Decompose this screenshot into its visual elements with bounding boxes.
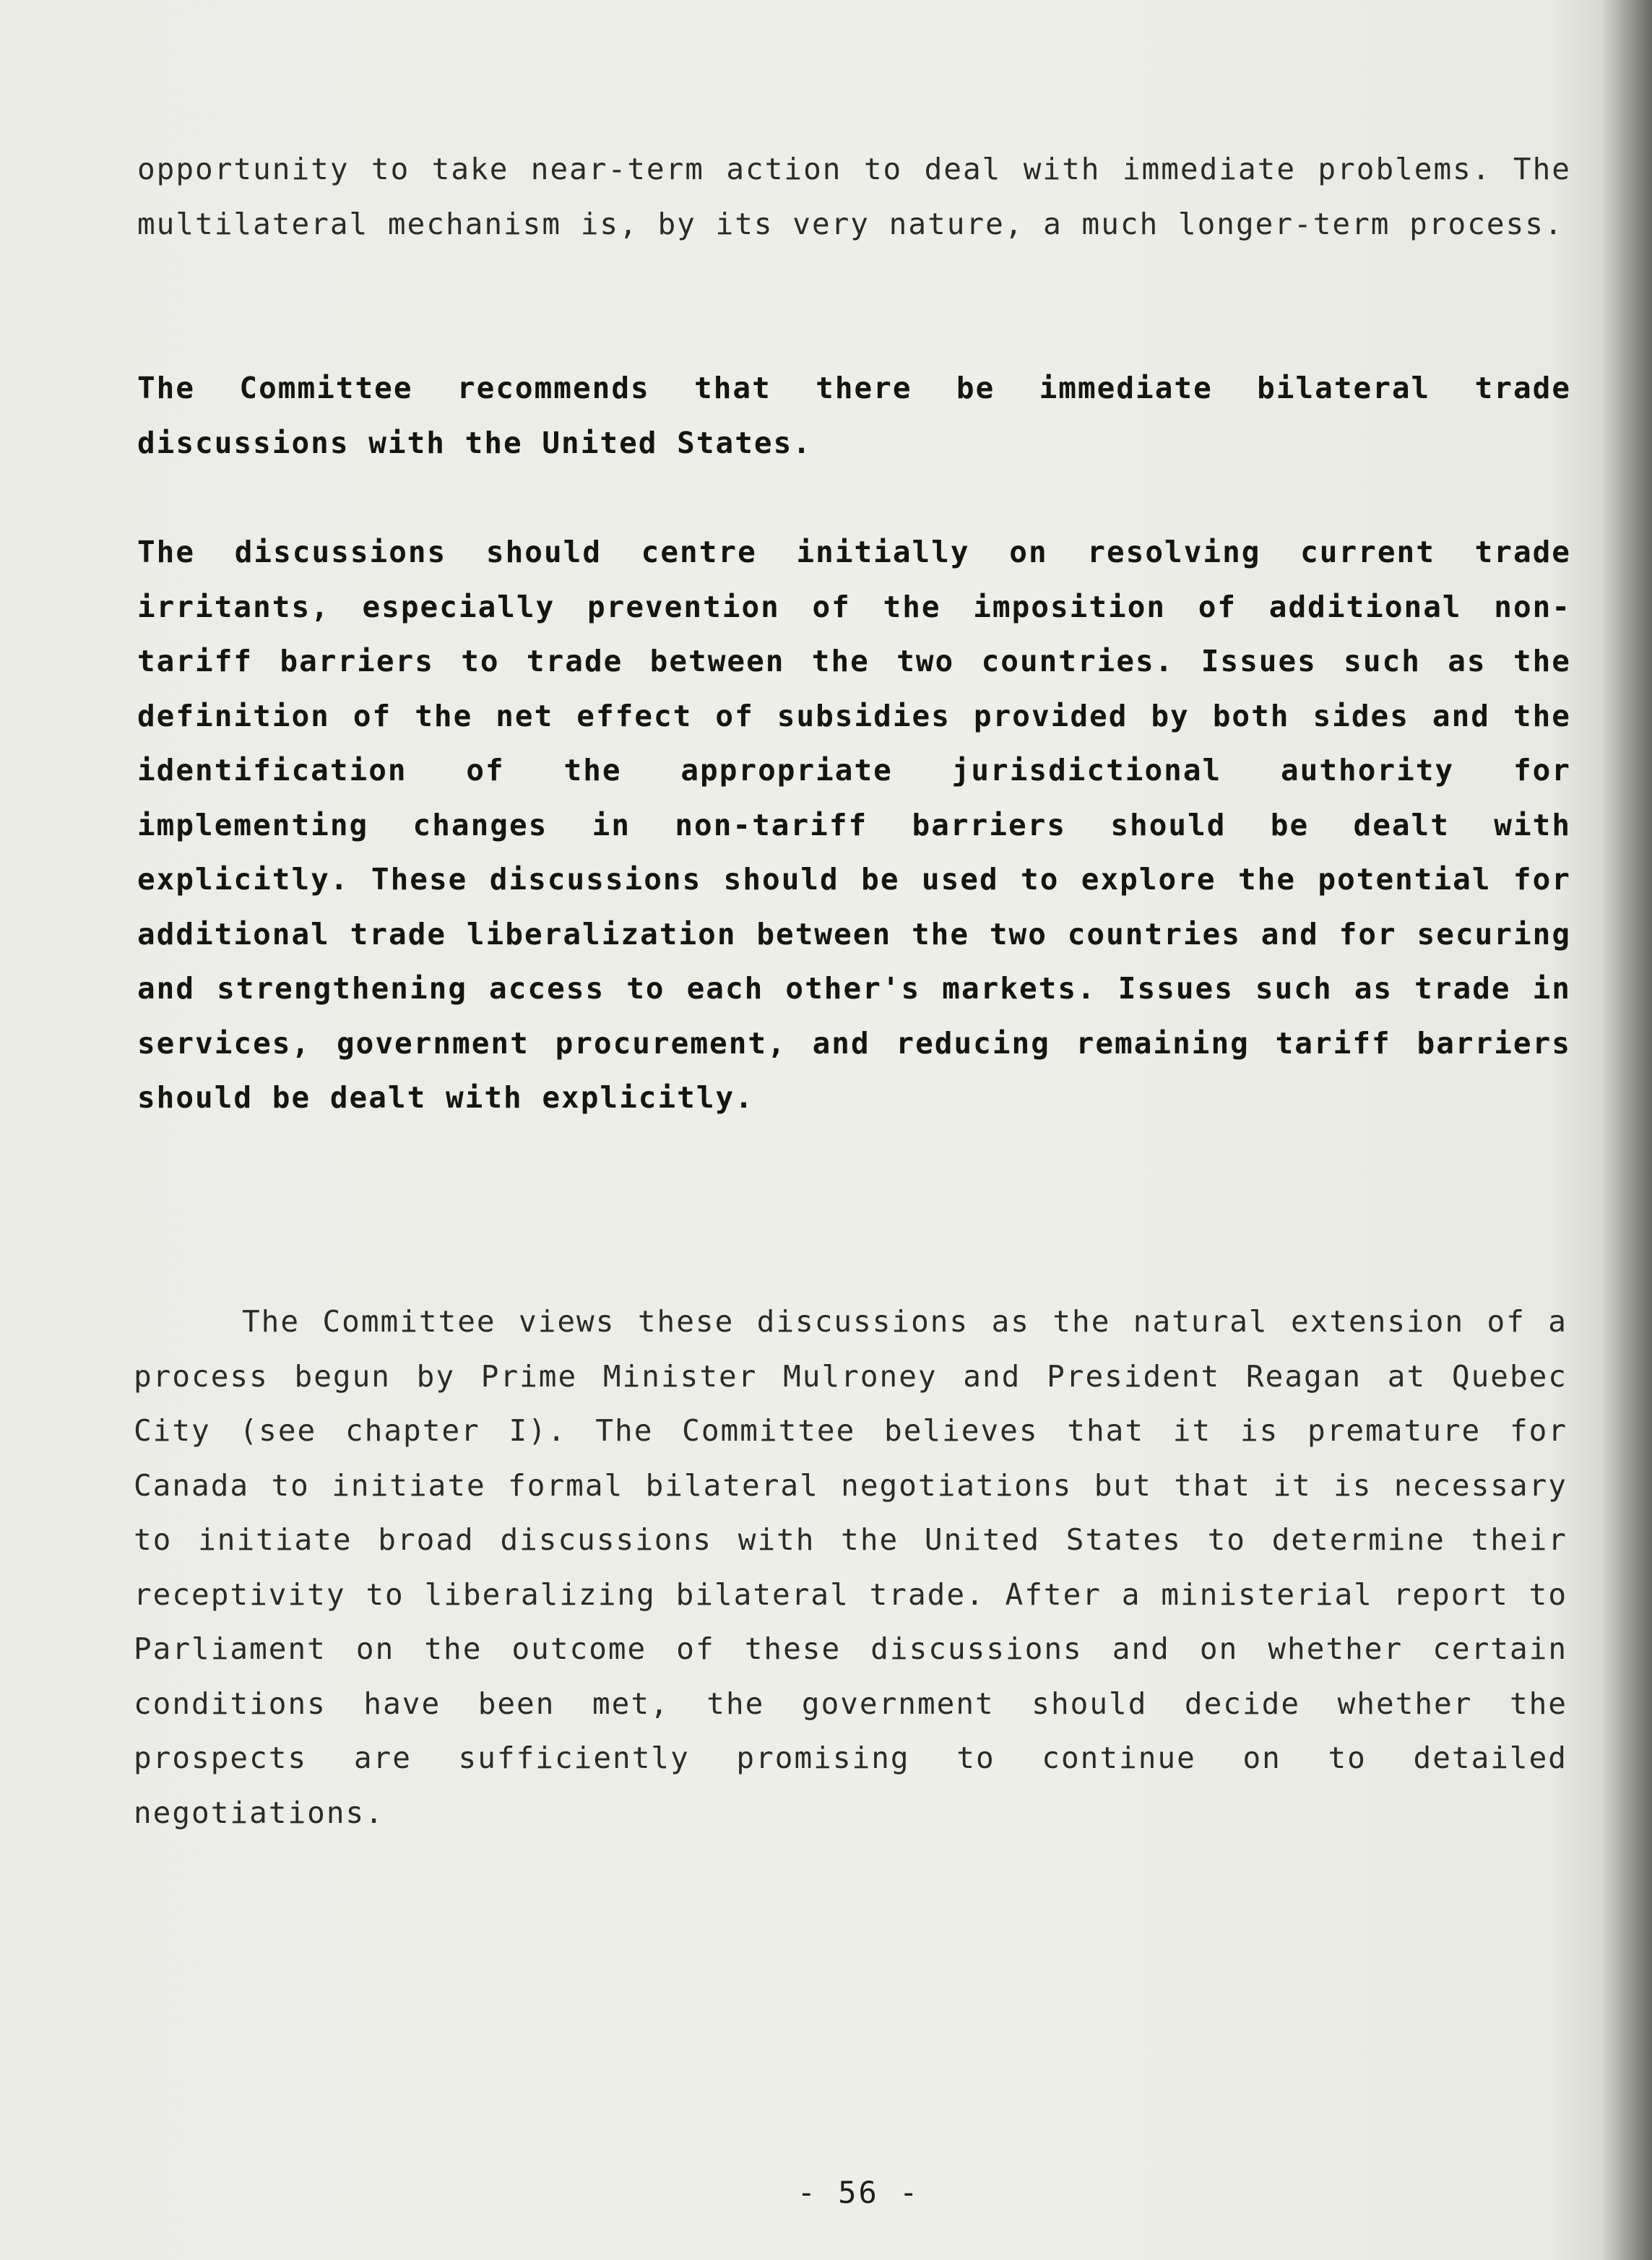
paragraph-committee-views: The Committee views these discussions as the natural extension of a process begun by Prime Minister Mulroney and President Reagan at Quebec City (see chapter I). The Committee believes that it is premature for Canada to initiate formal bilateral negotiations but that it is necessary to initiate broad discussions with the United States to determine their receptivity to liberalizing bilateral trade. After a ministerial report to Parliament on the outcome of these discussions and on whether certain conditions have been met, the government should decide whether the prospects are sufficiently promising to continue on to detailed negotiations. (134, 1304, 1567, 1830)
paragraph-continuation: opportunity to take near-term action to deal with immediate problems. The multilateral mechanism is, by its very nature, a much longer-term process. (137, 152, 1571, 241)
paragraph-discussions: The discussions should centre initially on resolving current trade irritants, especially prevention of the imposition of additional non-tariff barriers to trade between the two countries. Issues such as the definition of the net effect of subsidies provided by both sides and the identification of the appropriate jurisdictional authority for implementing changes in non-tariff barriers should be dealt with explicitly. These discussions should be used to explore the potential for additional trade liberalization between the two countries and for securing and strengthening access to each other's markets. Issues such as trade in services, government procurement, and reducing remaining tariff barriers should be dealt with explicitly. (137, 535, 1571, 1115)
binding-shadow (1601, 0, 1652, 2260)
page-number: - 56 - (797, 2175, 920, 2210)
paragraph-recommendation: The Committee recommends that there be immediate bilateral trade discussions with the United States. (137, 371, 1571, 460)
